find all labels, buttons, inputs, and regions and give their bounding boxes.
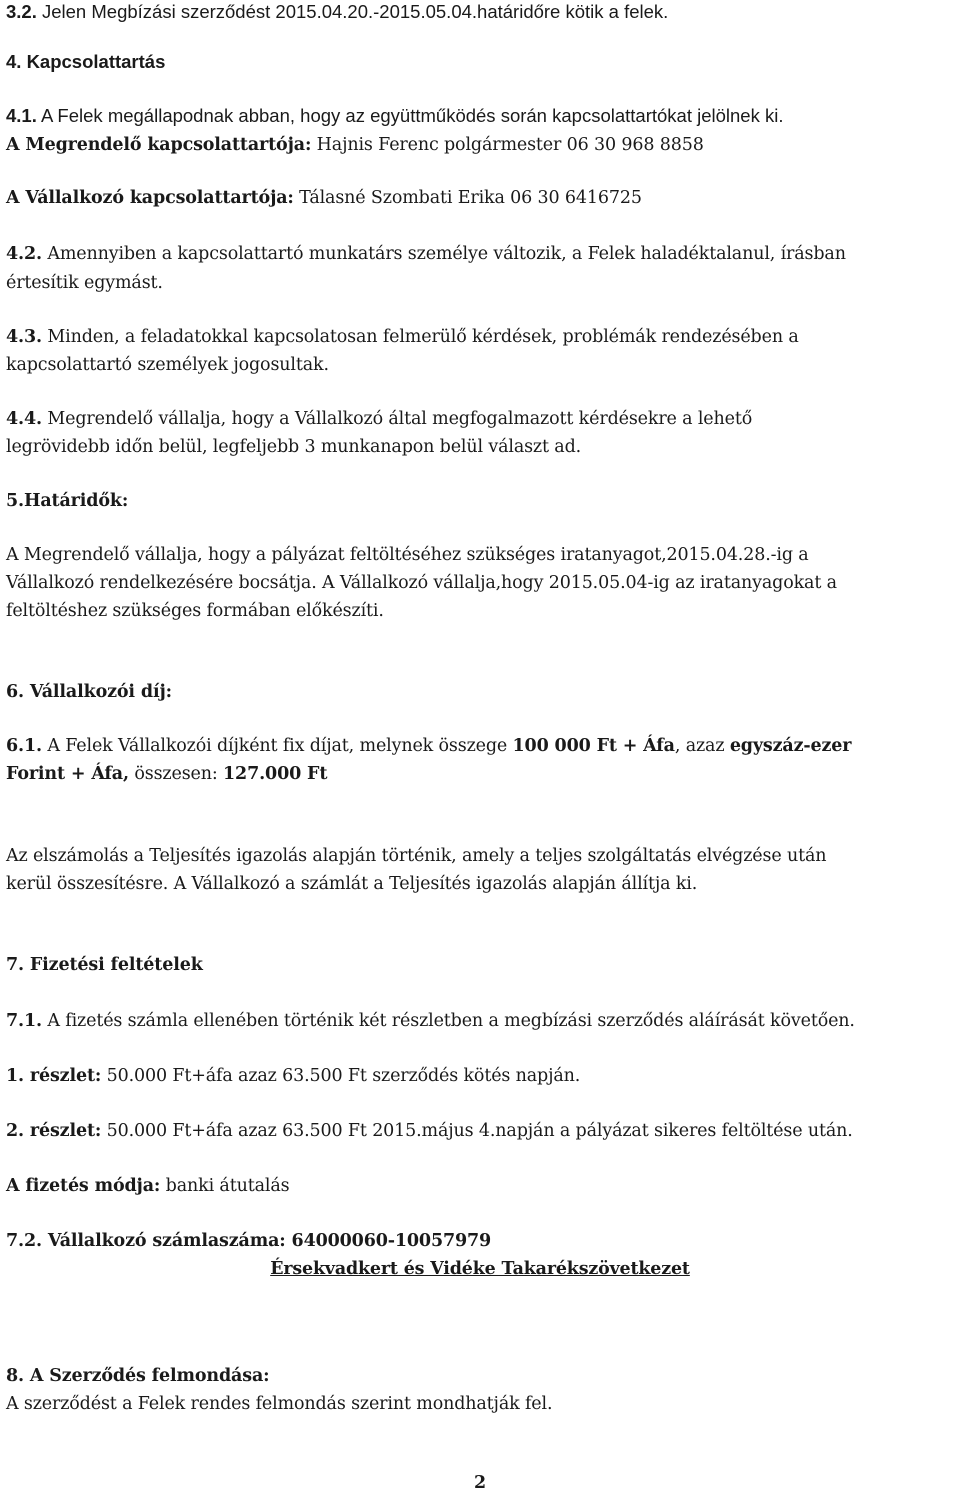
client-contact xyxy=(6,133,704,157)
installment-1: 1. részlet: 50.000 Ft+áfa azaz 63.500 Ft szerződés kötés napján. xyxy=(6,1066,581,1086)
deadlines-line-1: A Megrendelő vállalja, hogy a pályázat feltöltéséhez szükséges iratanyagot,2015.04.28.-ig a xyxy=(6,545,809,565)
clause-number: 4.1. xyxy=(6,105,37,126)
clause-text: A Felek megállapodnak abban, hogy az együttműködés során kapcsolattartókat jelölnek ki. xyxy=(36,105,784,126)
deadlines-line-2: Vállalkozó rendelkezésére bocsátja. A Vállalkozó vállalja,hogy 2015.05.04-ig az iratanyagokat a xyxy=(6,573,837,593)
section-4-heading: 4. Kapcsolattartás xyxy=(6,51,166,72)
clause-4-4-line-1: 4.4. Megrendelő vállalja, hogy a Vállalkozó által megfogalmazott kérdésekre a lehető xyxy=(6,409,753,429)
section-6-heading: 6. Vállalkozói díj: xyxy=(6,682,172,702)
section-8-heading: 8. A Szerződés felmondása: xyxy=(6,1366,270,1386)
account-number: 7.2. Vállalkozó számlaszáma: 64000060-10057979 xyxy=(6,1231,492,1251)
contractor-contact xyxy=(6,186,642,210)
clause-4-3-line-1: 4.3. Minden, a feladatokkal kapcsolatosan felmerülő kérdések, problémák rendezésében a xyxy=(6,327,799,347)
section-7-heading: 7. Fizetési feltételek xyxy=(6,955,203,975)
client-contact-value: Hajnis Ferenc polgármester 06 30 968 8858 xyxy=(311,135,704,155)
clause-3-2 xyxy=(6,0,668,24)
clause-7-1: 7.1. A fizetés számla ellenében történik két részletben a megbízási szerződés aláírását követően. xyxy=(6,1011,855,1031)
installment-label: 1. részlet: xyxy=(6,1066,102,1086)
section-5-heading: 5.Határidők: xyxy=(6,491,129,511)
settlement-line-1: Az elszámolás a Teljesítés igazolás alapján történik, amely a teljes szolgáltatás elvégzése után xyxy=(6,846,827,866)
clause-6-1-line-1: 6.1. A Felek Vállalkozói díjként fix díjat, melynek összege 100 000 Ft + Áfa, azaz egyszáz-ezer xyxy=(6,736,852,756)
clause-number: 6.1. xyxy=(6,736,42,756)
clause-4-1 xyxy=(6,104,783,128)
clause-4-2-line-2: értesítik egymást. xyxy=(6,273,163,293)
settlement-line-2: kerül összesítésre. A Vállalkozó a számlát a Teljesítés igazolás alapján állítja ki. xyxy=(6,874,698,894)
clause-number: 4.3. xyxy=(6,327,42,347)
installment-label: 2. részlet: xyxy=(6,1121,102,1141)
page-number: 2 xyxy=(474,1473,486,1493)
payment-method-label: A fizetés módja: xyxy=(6,1176,161,1196)
fee-total: 127.000 Ft xyxy=(223,764,328,784)
clause-text: Jelen Megbízási szerződést 2015.04.20.-2015.05.04.határidőre kötik a felek. xyxy=(36,1,669,22)
bank-name: Érsekvadkert és Vidéke Takarékszövetkezet xyxy=(270,1259,690,1279)
clause-number: 3.2. xyxy=(6,1,37,22)
clause-4-3-line-2: kapcsolattartó személyek jogosultak. xyxy=(6,355,329,375)
fee-amount: 100 000 Ft + Áfa xyxy=(512,736,675,756)
clause-number: 4.4. xyxy=(6,409,42,429)
deadlines-line-3: feltöltéshez szükséges formában előkészíti. xyxy=(6,601,384,621)
clause-6-1-line-2: Forint + Áfa, összesen: 127.000 Ft xyxy=(6,764,328,784)
clause-4-2-line-1: 4.2. Amennyiben a kapcsolattartó munkatárs személye változik, a Felek haladéktalanul, írásban xyxy=(6,244,846,264)
contractor-contact-value: Tálasné Szombati Erika 06 30 6416725 xyxy=(293,188,642,208)
termination-text: A szerződést a Felek rendes felmondás szerint mondhatják fel. xyxy=(6,1394,553,1414)
clause-number: 7.1. xyxy=(6,1011,42,1031)
payment-method: A fizetés módja: banki átutalás xyxy=(6,1176,290,1196)
fee-in-words: egyszáz-ezer xyxy=(729,736,852,756)
clause-4-4-line-2: legrövidebb időn belül, legfeljebb 3 munkanapon belül választ ad. xyxy=(6,437,582,457)
installment-2: 2. részlet: 50.000 Ft+áfa azaz 63.500 Ft 2015.május 4.napján a pályázat sikeres feltöltése után. xyxy=(6,1121,853,1141)
client-contact-label: A Megrendelő kapcsolattartója: xyxy=(6,135,312,155)
clause-number: 4.2. xyxy=(6,244,42,264)
contractor-contact-label: A Vállalkozó kapcsolattartója: xyxy=(6,188,294,208)
